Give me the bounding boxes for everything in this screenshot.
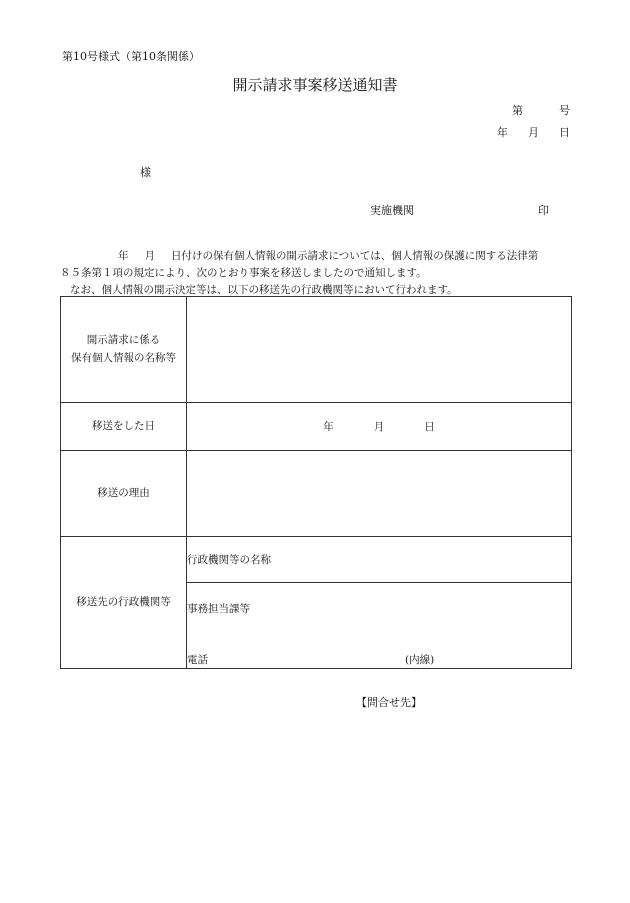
date-month: 月 (528, 126, 539, 139)
addressee-suffix: 様 (140, 166, 151, 179)
sub-label-phone: 電話 (187, 654, 208, 666)
label-transfer-reason: 移送の理由 (61, 451, 187, 537)
sub-label-extension: (内線) (405, 654, 435, 666)
form-number: 第10号様式（第10条関係） (62, 50, 200, 63)
body-line-3-text: なお、個人情報の開示決定等は、以下の移送先の行政機関等において行われます。 (70, 284, 458, 296)
date-day: 日 (559, 126, 570, 139)
label-destination: 移送先の行政機関等 (61, 537, 187, 669)
body-line-3 (60, 282, 572, 297)
field-info-name[interactable] (187, 297, 572, 403)
inquiry-heading: 【問合せ先】 (356, 696, 422, 709)
body-line-1-rest: 日付けの保有個人情報の開示請求については、個人情報の保護に関する法律第 (171, 250, 539, 262)
row-info-name (61, 297, 572, 403)
sub-label-department: 事務担当課等 (187, 603, 250, 615)
field-transfer-date[interactable] (187, 403, 572, 451)
label-info-name (61, 297, 187, 403)
date-year: 年 (497, 126, 508, 139)
body-year: 年 (118, 250, 129, 262)
label-transfer-date: 移送をした日 (61, 403, 187, 451)
transfer-day: 日 (424, 421, 435, 433)
field-destination-dept[interactable] (187, 583, 572, 669)
document-number-line (512, 102, 570, 118)
body-month: 月 (144, 250, 155, 262)
sub-label-agency-name: 行政機関等の名称 (187, 554, 271, 566)
label-info-name-b: 保有個人情報の名称等 (71, 351, 176, 364)
seal-label: 印 (538, 204, 549, 217)
transfer-year: 年 (323, 421, 334, 433)
field-destination-name[interactable] (187, 537, 572, 583)
notice-table (60, 296, 572, 669)
phone-line (187, 652, 571, 666)
body-line-2: ８５条第１項の規定により、次のとおり事案を移送しましたので通知します。 (60, 267, 427, 279)
label-info-name-a: 開示請求に係る (86, 333, 161, 346)
body-line-1 (60, 248, 572, 263)
row-transfer-date (61, 403, 572, 451)
number-dai: 第 (512, 104, 523, 117)
transfer-month: 月 (373, 421, 385, 433)
row-transfer-reason (61, 451, 572, 537)
field-transfer-reason[interactable] (187, 451, 572, 537)
agency-label: 実施機関 (370, 204, 414, 217)
document-date-line (497, 124, 570, 140)
row-destination-name (61, 537, 572, 583)
number-go: 号 (559, 104, 570, 117)
document-title: 開示請求事案移送通知書 (232, 76, 398, 94)
